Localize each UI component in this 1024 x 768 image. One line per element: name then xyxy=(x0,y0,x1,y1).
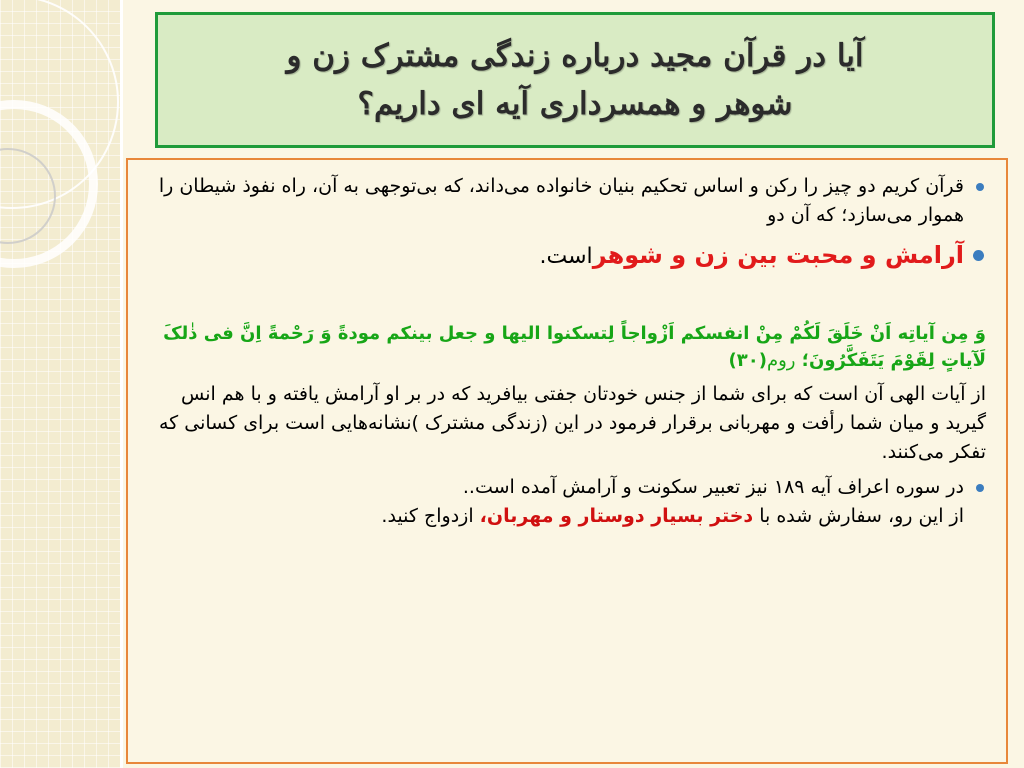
translation-text: از آیات الهی آن است که برای شما از جنس خودتان جفتی بیافرید که در بر او آرامش یافته و با هم انس گیرید و میان شما رأفت و مهربانی برقرار فرمود در این (زندگی مشترک )نشانه‌هایی است برای کسانی که تفکر می‌کنند. xyxy=(158,383,986,463)
verse-text: وَ مِن آیاتِه اَنْ خَلَقَ لَکُمْ مِنْ انفسکم اَزْواجاً لِتسکنوا الیها و جعل بینکم مودةً وَ رَحْمةً اِنَّ فی ذٰلکَ لَآیاتٍ لِقَوْمَ یَتَفَکَّرُونَ؛ xyxy=(163,323,986,371)
title-line-2: شوهر و همسرداری آیه ای داریم؟ xyxy=(357,86,793,122)
bullet-2-suffix: است. xyxy=(539,244,593,269)
bullet-1-text: قرآن کریم دو چیز را رکن و اساس تحکیم بنیان خانواده می‌داند، که بی‌توجهی به آن، راه نفوذ شیطان را هموار می‌سازد؛ که آن دو xyxy=(158,175,964,226)
decorative-side-panel xyxy=(0,0,122,768)
bullet-paragraph-1 xyxy=(140,172,986,230)
bullet-icon xyxy=(976,484,984,492)
slide-title-box xyxy=(155,12,995,148)
bullet-3-prefix: از این رو، سفارش شده با xyxy=(759,505,964,527)
bullet-icon xyxy=(973,250,984,261)
bullet-3-line-1: در سوره اعراف آیه ۱۸۹ نیز تعبیر سکونت و آرامش آمده است.. xyxy=(462,476,964,498)
emphasis-text-2: دختر بسیار دوستار و مهربان، xyxy=(479,505,754,527)
slide-content xyxy=(140,172,986,537)
slide-content-box xyxy=(126,158,1008,764)
bullet-paragraph-3 xyxy=(140,473,986,502)
side-divider xyxy=(120,0,123,768)
emphasis-text: آرامش و محبت بین زن و شوهر xyxy=(592,241,964,269)
translation-paragraph xyxy=(140,380,986,467)
bullet-icon xyxy=(976,183,984,191)
title-line-1: آیا در قرآن مجید درباره زندگی مشترک زن و xyxy=(286,38,864,74)
bullet-3-continuation xyxy=(140,502,986,531)
bullet-3-suffix: ازدواج کنید. xyxy=(381,505,474,527)
bullet-paragraph-2 xyxy=(140,236,986,276)
quran-verse xyxy=(140,320,986,374)
verse-ref-num: (۳۰) xyxy=(728,350,767,371)
slide-title xyxy=(256,32,893,128)
verse-ref-name: روم xyxy=(766,350,796,371)
